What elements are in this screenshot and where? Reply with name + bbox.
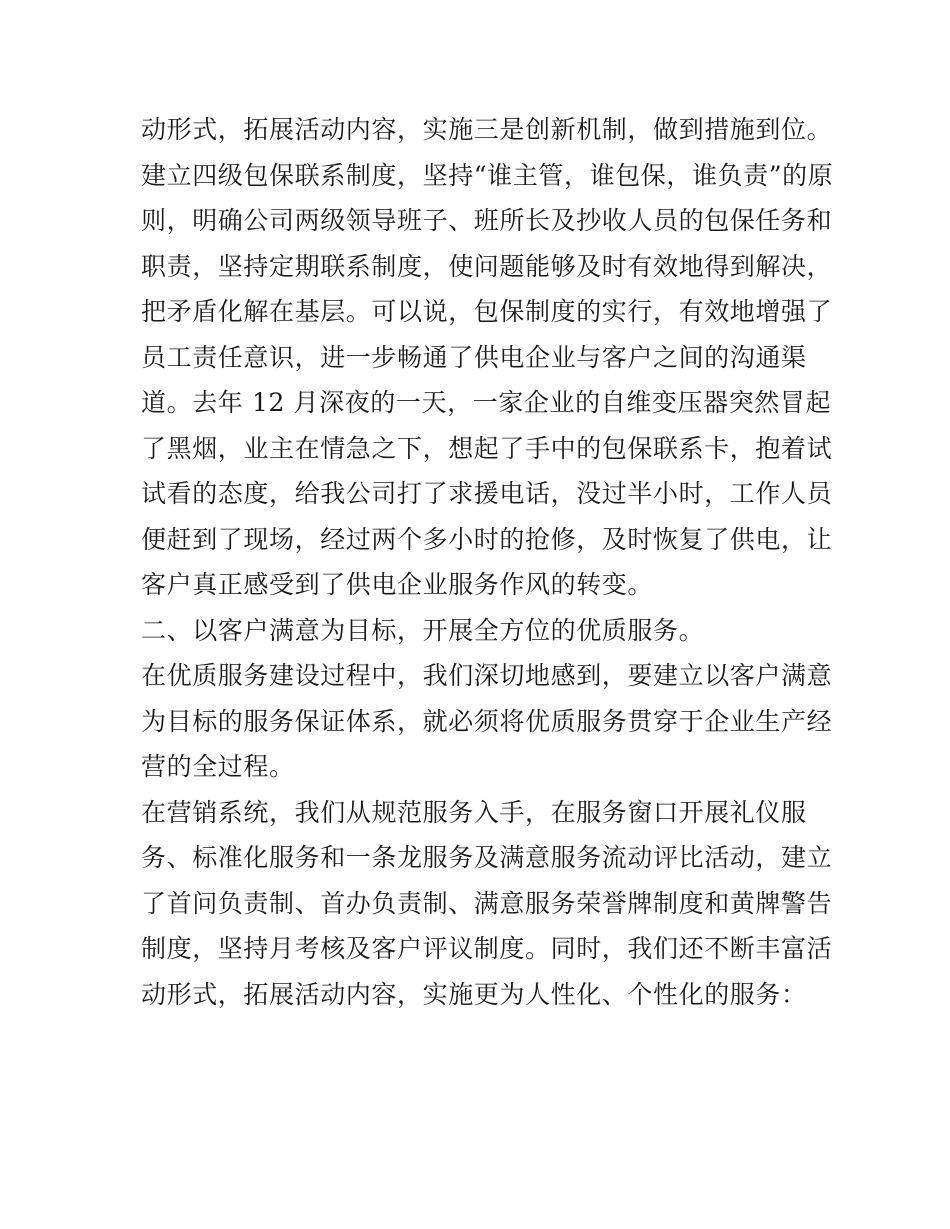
text-line: 了黑烟，业主在情急之下，想起了手中的包保联系卡，抱着试 — [141, 433, 833, 463]
text-line: 了首问负责制、首办负责制、满意服务荣誉牌制度和黄牌警告 — [141, 888, 833, 918]
text-line: 道。去年 12 月深夜的一天，一家企业的自维变压器突然冒起 — [141, 388, 832, 417]
text-line: 则，明确公司两级领导班子、班所长及抄收人员的包保任务和 — [141, 206, 833, 235]
text-line: 职责，坚持定期联系制度，使问题能够及时有效地得到解决， — [141, 251, 833, 281]
text-line: 试看的态度，给我公司打了求援电话，没过半小时，工作人员 — [141, 479, 833, 508]
text-line: 务、标准化服务和一条龙服务及满意服务流动评比活动，建立 — [141, 843, 833, 872]
text-line: 营的全过程。 — [141, 752, 295, 781]
text-line: 员工责任意识，进一步畅通了供电企业与客户之间的沟通渠 — [141, 342, 807, 372]
text-line: 建立四级包保联系制度，坚持“谁主管，谁包保，谁负责”的原 — [141, 160, 834, 190]
text-line: 动形式，拓展活动内容，实施更为人性化、个性化的服务： — [141, 979, 807, 1009]
body-text — [141, 107, 834, 1017]
text-line: 客户真正感受到了供电企业服务作风的转变。 — [141, 570, 654, 599]
text-line: 制度，坚持月考核及客户评议制度。同时，我们还不断丰富活 — [141, 934, 833, 963]
text-line: 在优质服务建设过程中，我们深切地感到，要建立以客户满意 — [141, 661, 833, 690]
text-line: 把矛盾化解在基层。可以说，包保制度的实行，有效地增强了 — [141, 297, 833, 326]
text-line: 便赶到了现场，经过两个多小时的抢修，及时恢复了供电，让 — [141, 524, 833, 554]
text-line: 在营销系统，我们从规范服务入手，在服务窗口开展礼仪服 — [141, 797, 807, 827]
text-line: 为目标的服务保证体系，就必须将优质服务贯穿于企业生产经 — [141, 706, 833, 736]
section-heading: 二、以客户满意为目标，开展全方位的优质服务。 — [141, 615, 705, 645]
text-line: 动形式，拓展活动内容，实施三是创新机制，做到措施到位。 — [141, 115, 833, 144]
